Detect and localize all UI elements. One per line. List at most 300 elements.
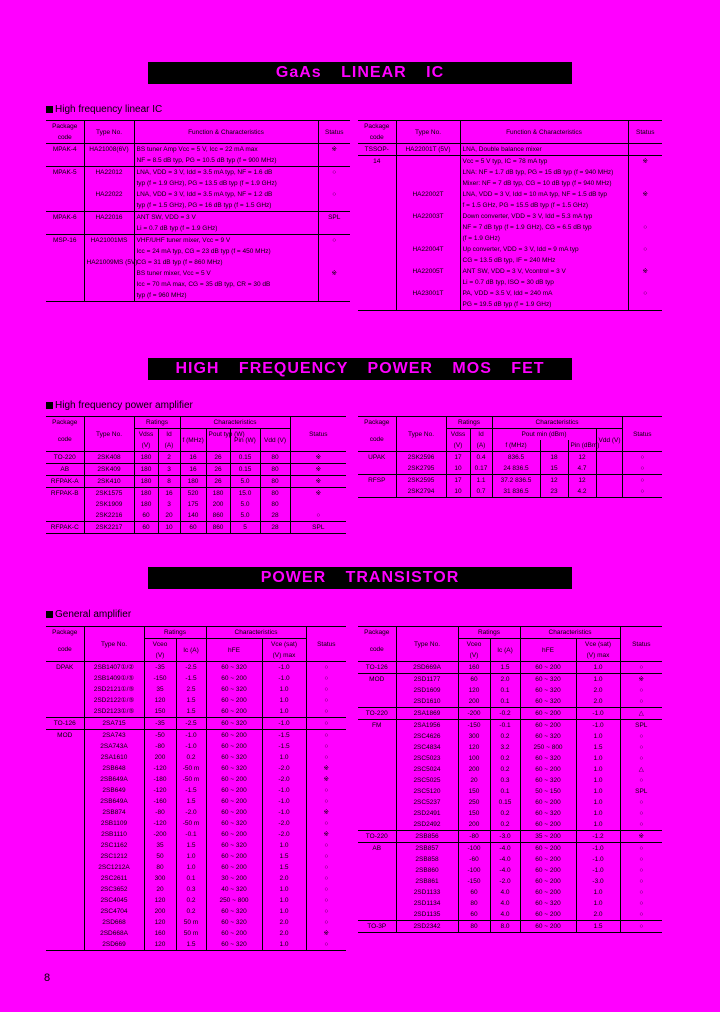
hfe-cell: 60 ~ 320 (206, 752, 262, 763)
package-cell (46, 851, 84, 862)
function-cell: LNA, Double balance mixer (460, 144, 628, 156)
vce-cell: 1.0 (262, 695, 306, 706)
table-row (358, 277, 662, 288)
ic-cell: 1.0 (176, 851, 206, 862)
function-cell: Li = 0.7 dB typ, ISO = 30 dB typ (460, 277, 628, 288)
hfe-cell: 60 ~ 200 (520, 764, 576, 775)
type-cell: 2SK408 (84, 452, 134, 464)
ic-cell: 0.2 (490, 764, 520, 775)
package-cell (46, 884, 84, 895)
table-row (358, 843, 662, 855)
package-cell (46, 796, 84, 807)
status-cell (318, 290, 350, 302)
col-status: Status (632, 640, 651, 648)
package-cell (46, 673, 84, 684)
hfe-cell: 60 ~ 200 (206, 785, 262, 796)
ic-cell: 0.1 (490, 696, 520, 708)
status-cell: ○ (324, 908, 329, 915)
table-row (46, 818, 346, 829)
hfe-cell: 60 ~ 320 (206, 662, 262, 674)
package-cell (46, 246, 84, 257)
package-cell (46, 499, 84, 510)
package-cell (358, 887, 396, 898)
vce-cell: -1.0 (262, 796, 306, 807)
ic-cell: 0.3 (490, 775, 520, 786)
ic-cell: -2.0 (490, 876, 520, 887)
vceo-cell: -60 (458, 854, 490, 865)
vdd-cell (596, 486, 622, 498)
vdss-cell: 17 (446, 475, 470, 487)
pout-cell: 180 (206, 488, 230, 500)
table-row (46, 774, 346, 785)
type-cell: 2SC5237 (396, 797, 458, 808)
type-cell: 2SC1212 (84, 851, 144, 862)
ic-cell: 0.2 (490, 819, 520, 831)
hfe-cell: 60 ~ 200 (206, 928, 262, 939)
status-cell: ○ (324, 743, 329, 750)
package-cell (46, 774, 84, 785)
vce-cell: -1.0 (576, 854, 620, 865)
type-cell: 2SC4834 (396, 742, 458, 753)
table-row (46, 796, 346, 807)
table-row (358, 144, 662, 156)
package-cell (358, 854, 396, 865)
function-cell: VHF/UHF tuner mixer, Vcc = 9 V (134, 235, 318, 247)
status-cell: ○ (639, 755, 644, 762)
vce-cell: 1.5 (262, 862, 306, 873)
table-row (358, 288, 662, 299)
hfe-cell: 60 ~ 200 (206, 706, 262, 718)
table-row (46, 884, 346, 895)
table-row (358, 808, 662, 819)
freq-cell: 520 (180, 488, 206, 500)
vceo-cell: 20 (458, 775, 490, 786)
function-cell: LNA: NF = 1.7 dB typ, PG = 15 dB typ (f = 940 MHz) (460, 167, 628, 178)
status-cell: ○ (332, 169, 337, 176)
package-cell (358, 786, 396, 797)
status-cell: ○ (324, 941, 329, 948)
status-cell: ○ (639, 889, 644, 896)
package-cell: MPAK-4 (46, 144, 84, 156)
type-cell: HA23001T (396, 288, 460, 299)
status-cell (318, 155, 350, 167)
table-row (358, 222, 662, 233)
vdss-cell: 10 (446, 486, 470, 498)
col-f: f (MHz) (492, 440, 540, 452)
ic-cell: -50 m (176, 818, 206, 829)
table-row (358, 708, 662, 720)
function-cell: PA, VDD = 3.5 V, Idd = 240 mA (460, 288, 628, 299)
ic-cell: -1.5 (176, 785, 206, 796)
type-cell: 2SD2492 (396, 819, 458, 831)
col-characteristics: Characteristics (520, 627, 620, 639)
type-cell: 2SC3652 (84, 884, 144, 895)
status-cell: ※ (642, 158, 648, 165)
hfe-cell: 60 ~ 200 (206, 807, 262, 818)
col-package: Package (358, 627, 396, 639)
ic-cell: -1.0 (176, 730, 206, 742)
col-function: Function & Characteristics (460, 121, 628, 144)
function-cell: LNA, VDD = 3 V, Idd = 3.5 mA typ, NF = 1.2 dB (134, 189, 318, 200)
id-cell: 0.17 (470, 463, 492, 475)
pout-cell: 26 (206, 452, 230, 464)
ic-cell: -2.0 (176, 807, 206, 818)
vce-cell: 1.0 (262, 906, 306, 917)
banner-title: HIGH FREQUENCY POWER MOS FET (175, 360, 545, 377)
col-code: code (358, 429, 396, 452)
package-cell (46, 189, 84, 200)
type-cell: 2SA743A (84, 741, 144, 752)
status-cell: ※ (315, 454, 322, 461)
freq-cell: 60 (180, 522, 206, 534)
table-row (46, 851, 346, 862)
type-cell: 2SB648 (84, 763, 144, 774)
table-row (46, 939, 346, 951)
table-row (46, 829, 346, 840)
pin-cell: 12 (568, 452, 596, 464)
unit-v: (V) (134, 440, 158, 452)
type-cell: HA22003T (396, 211, 460, 222)
hfe-cell: 60 ~ 200 (206, 862, 262, 873)
status-cell: SPL (635, 722, 648, 729)
ic-cell: -1.0 (176, 741, 206, 752)
hfe-cell: 60 ~ 200 (520, 921, 576, 933)
type-cell: 2SD668A (84, 928, 144, 939)
package-cell (358, 731, 396, 742)
package-cell (46, 155, 84, 167)
type-cell: 2SD1177 (396, 674, 458, 686)
col-vdss: Vdss (446, 429, 470, 441)
vce-cell: 2.0 (262, 928, 306, 939)
vceo-cell: 35 (144, 840, 176, 851)
vceo-cell: 200 (144, 752, 176, 763)
table-row (358, 674, 662, 686)
package-cell: MPAK-5 (46, 167, 84, 179)
col-vce: Vce (sat) (576, 639, 620, 651)
package-cell (46, 178, 84, 189)
type-cell: 2SD2123①/⑤ (84, 706, 144, 718)
table-row (46, 476, 346, 488)
package-cell (358, 233, 396, 244)
col-pin: Pin (W) (230, 429, 260, 452)
status-cell: ○ (324, 697, 329, 704)
package-cell (46, 928, 84, 939)
col-ic: Ic (A) (176, 639, 206, 662)
type-cell: 2SB649A (84, 774, 144, 785)
package-cell: UPAK (358, 452, 396, 464)
vceo-cell: -150 (458, 720, 490, 732)
type-cell: 2SD2122①/⑤ (84, 695, 144, 706)
hfe-cell: 60 ~ 200 (520, 720, 576, 732)
col-package: Package (358, 121, 396, 133)
table-row (46, 695, 346, 706)
col-characteristics: Characteristics (206, 627, 306, 639)
vceo-cell: 300 (458, 731, 490, 742)
type-cell: 2SD668 (84, 917, 144, 928)
vce-cell: -1.0 (576, 865, 620, 876)
col-status: Status (633, 430, 652, 438)
package-cell: MSP-16 (46, 235, 84, 247)
status-cell: ○ (639, 664, 644, 671)
status-cell (628, 255, 662, 266)
vceo-cell: 300 (144, 873, 176, 884)
table-row (46, 785, 346, 796)
type-cell: 2SD2342 (396, 921, 458, 933)
table-row (46, 917, 346, 928)
ic-cell: 50 m (176, 917, 206, 928)
vce-cell: 1.0 (262, 684, 306, 695)
vce-cell: 1.0 (262, 895, 306, 906)
status-cell (628, 178, 662, 189)
type-cell: 2SD1134 (396, 898, 458, 909)
table-row (358, 266, 662, 277)
status-cell: ※ (642, 268, 648, 275)
hfe-cell: 60 ~ 200 (520, 708, 576, 720)
type-cell: HA22001T (5V) (396, 144, 460, 156)
package-cell (46, 268, 84, 279)
type-cell: HA22004T (396, 244, 460, 255)
section-linear-ic (46, 104, 162, 115)
table-row (46, 895, 346, 906)
hfe-cell: 35 ~ 200 (520, 831, 576, 843)
status-cell: ※ (642, 191, 648, 198)
pin-cell: 5 (230, 522, 260, 534)
ic-cell: -0.1 (490, 720, 520, 732)
status-cell: △ (638, 710, 644, 717)
ic-cell: 0.2 (490, 808, 520, 819)
col-id: Id (158, 429, 180, 441)
status-cell: ○ (640, 477, 645, 484)
hfe-cell: 60 ~ 200 (206, 774, 262, 785)
hfe-cell: 60 ~ 200 (206, 730, 262, 742)
status-cell: ○ (324, 787, 329, 794)
package-cell (358, 753, 396, 764)
id-cell: 8 (158, 476, 180, 488)
package-cell (46, 862, 84, 873)
package-cell (358, 808, 396, 819)
vce-cell: -1.5 (262, 730, 306, 742)
type-cell: 2SB1407①/② (84, 662, 144, 674)
col-type: Type No. (84, 121, 134, 144)
pout-cell: 200 (206, 499, 230, 510)
status-cell (318, 200, 350, 212)
table-row (358, 233, 662, 244)
function-cell: BS tuner mixer, Vcc = 5 V (134, 268, 318, 279)
table-row (46, 840, 346, 851)
vdd-cell: 80 (260, 464, 290, 476)
vce-cell: 1.0 (576, 797, 620, 808)
status-cell: ○ (639, 810, 644, 817)
table-row (358, 854, 662, 865)
col-vce: Vce (sat) (262, 639, 306, 651)
id-cell: 10 (158, 522, 180, 534)
type-cell: 2SC2611 (84, 873, 144, 884)
package-cell (358, 742, 396, 753)
hfe-cell: 60 ~ 200 (206, 673, 262, 684)
vce-cell: -1.0 (262, 662, 306, 674)
status-cell: ○ (324, 664, 329, 671)
pin-cell: 4.2 (568, 486, 596, 498)
col-package: Package (46, 121, 84, 133)
type-cell (396, 222, 460, 233)
vce-cell: 2.0 (576, 909, 620, 921)
package-cell (358, 819, 396, 831)
package-cell (358, 178, 396, 189)
ic-cell: 4.0 (490, 909, 520, 921)
package-cell: FM (358, 720, 396, 732)
vceo-cell: -35 (144, 718, 176, 730)
status-cell: ○ (324, 875, 329, 882)
vce-cell: 1.0 (576, 898, 620, 909)
banner-hf-power-mosfet (148, 358, 572, 380)
col-code: code (358, 132, 396, 144)
vce-cell: 1.0 (576, 808, 620, 819)
vce-cell: -1.5 (262, 741, 306, 752)
id-cell: 2 (158, 452, 180, 464)
function-cell: BS tuner Amp Vcc = 5 V, Icc = 22 mA max (134, 144, 318, 156)
ic-cell: -1.5 (176, 673, 206, 684)
vceo-cell: 160 (458, 662, 490, 674)
vce-cell: 1.0 (576, 887, 620, 898)
vceo-cell: 20 (144, 884, 176, 895)
hfe-cell: 60 ~ 200 (520, 797, 576, 808)
function-cell: LNA, VDD = 3 V, Idd = 3.5 mA typ, NF = 1.6 dB (134, 167, 318, 179)
status-cell (628, 200, 662, 211)
vceo-cell: 150 (144, 706, 176, 718)
function-cell: NF = 8.5 dB typ, PG = 10.5 dB typ (f = 900 MHz) (134, 155, 318, 167)
vceo-cell: 120 (144, 917, 176, 928)
status-cell: SPL (312, 524, 325, 531)
hfe-cell: 60 ~ 200 (206, 851, 262, 862)
col-status: Status (325, 128, 344, 136)
pin-cell: 15.0 (230, 488, 260, 500)
status-cell: ※ (638, 833, 644, 840)
hfe-cell: 60 ~ 320 (206, 917, 262, 928)
package-cell (46, 807, 84, 818)
vdss-cell: 60 (134, 522, 158, 534)
type-cell: HA21008(6V) (84, 144, 134, 156)
col-pin-dbm: Pin (dBm) (568, 440, 596, 452)
pin-cell: 5.0 (230, 499, 260, 510)
type-cell: 2SC4626 (396, 731, 458, 742)
status-cell: ※ (315, 490, 322, 497)
ic-cell: 50 m (176, 928, 206, 939)
unit-vmax: (V) max (576, 650, 620, 662)
package-cell (46, 741, 84, 752)
status-cell: ○ (324, 720, 329, 727)
banner-gaas-linear-ic (148, 62, 572, 84)
ic-cell: 2.0 (490, 674, 520, 686)
package-cell (358, 775, 396, 786)
table-row (46, 730, 346, 742)
col-f: f (MHz) (180, 429, 206, 452)
vceo-cell: 60 (458, 909, 490, 921)
vce-cell: -1.0 (262, 718, 306, 730)
status-cell: ○ (324, 686, 329, 693)
vdss-cell: 60 (134, 510, 158, 522)
table-row (358, 921, 662, 933)
pout-cell: 860 (206, 522, 230, 534)
vceo-cell: 80 (458, 921, 490, 933)
table-row (358, 244, 662, 255)
col-package: Package (46, 417, 84, 429)
vceo-cell: 120 (458, 742, 490, 753)
status-cell: ○ (639, 733, 644, 740)
freq-cell: 24 836.5 (492, 463, 540, 475)
col-ic: Ic (A) (490, 639, 520, 662)
ic-cell: 3.2 (490, 742, 520, 753)
hfe-cell: 60 ~ 200 (520, 876, 576, 887)
status-cell: ○ (639, 878, 644, 885)
vce-cell: 1.0 (576, 674, 620, 686)
type-cell: HA22016 (84, 212, 134, 224)
hfe-cell: 250 ~ 800 (520, 742, 576, 753)
status-cell (628, 277, 662, 288)
package-cell (46, 257, 84, 268)
vceo-cell: -120 (144, 763, 176, 774)
table-row (46, 223, 350, 235)
package-cell: RFPAK-C (46, 522, 84, 534)
section-title: High frequency power amplifier (55, 400, 193, 411)
pin-cell: 4.7 (568, 463, 596, 475)
table-row (46, 212, 350, 224)
status-cell: ○ (639, 856, 644, 863)
status-cell: △ (638, 766, 644, 773)
page-number: 8 (44, 972, 51, 984)
package-cell (46, 895, 84, 906)
package-cell (46, 873, 84, 884)
function-cell: LNA, VDD = 3 V, Idd = 10 mA typ, NF = 1.5 dB typ (460, 189, 628, 200)
vceo-cell: 200 (458, 696, 490, 708)
type-cell: 2SB874 (84, 807, 144, 818)
status-cell (290, 499, 346, 510)
package-cell (358, 211, 396, 222)
status-cell: ○ (639, 777, 644, 784)
status-cell: ○ (324, 708, 329, 715)
vceo-cell: -180 (144, 774, 176, 785)
type-cell: 2SA1956 (396, 720, 458, 732)
vdd-cell (596, 475, 622, 487)
table-row (358, 178, 662, 189)
col-pout: Pout typ (W) (206, 429, 230, 441)
col-hfe: hFE (206, 639, 262, 662)
status-cell: ○ (643, 290, 648, 297)
vceo-cell: 60 (458, 887, 490, 898)
table-row (358, 831, 662, 843)
pin-cell: 12 (568, 475, 596, 487)
hfe-cell: 60 ~ 320 (520, 696, 576, 708)
type-cell: 2SB861 (396, 876, 458, 887)
hfe-cell: 60 ~ 320 (206, 684, 262, 695)
col-type: Type No. (396, 121, 460, 144)
vce-cell: 2.0 (576, 685, 620, 696)
table-row (358, 764, 662, 775)
col-hfe: hFE (520, 639, 576, 662)
ic-cell: 1.5 (176, 695, 206, 706)
status-cell: ※ (323, 776, 329, 783)
vdd-cell (596, 452, 622, 464)
vceo-cell: -80 (144, 741, 176, 752)
table-row (46, 200, 350, 212)
col-vdss: Vdss (134, 429, 158, 441)
package-cell (358, 463, 396, 475)
vceo-cell: 120 (144, 939, 176, 951)
package-cell: 14 (358, 156, 396, 168)
package-cell (358, 200, 396, 211)
vceo-cell: -80 (458, 831, 490, 843)
table-row (46, 235, 350, 247)
type-cell: 2SB649A (84, 796, 144, 807)
